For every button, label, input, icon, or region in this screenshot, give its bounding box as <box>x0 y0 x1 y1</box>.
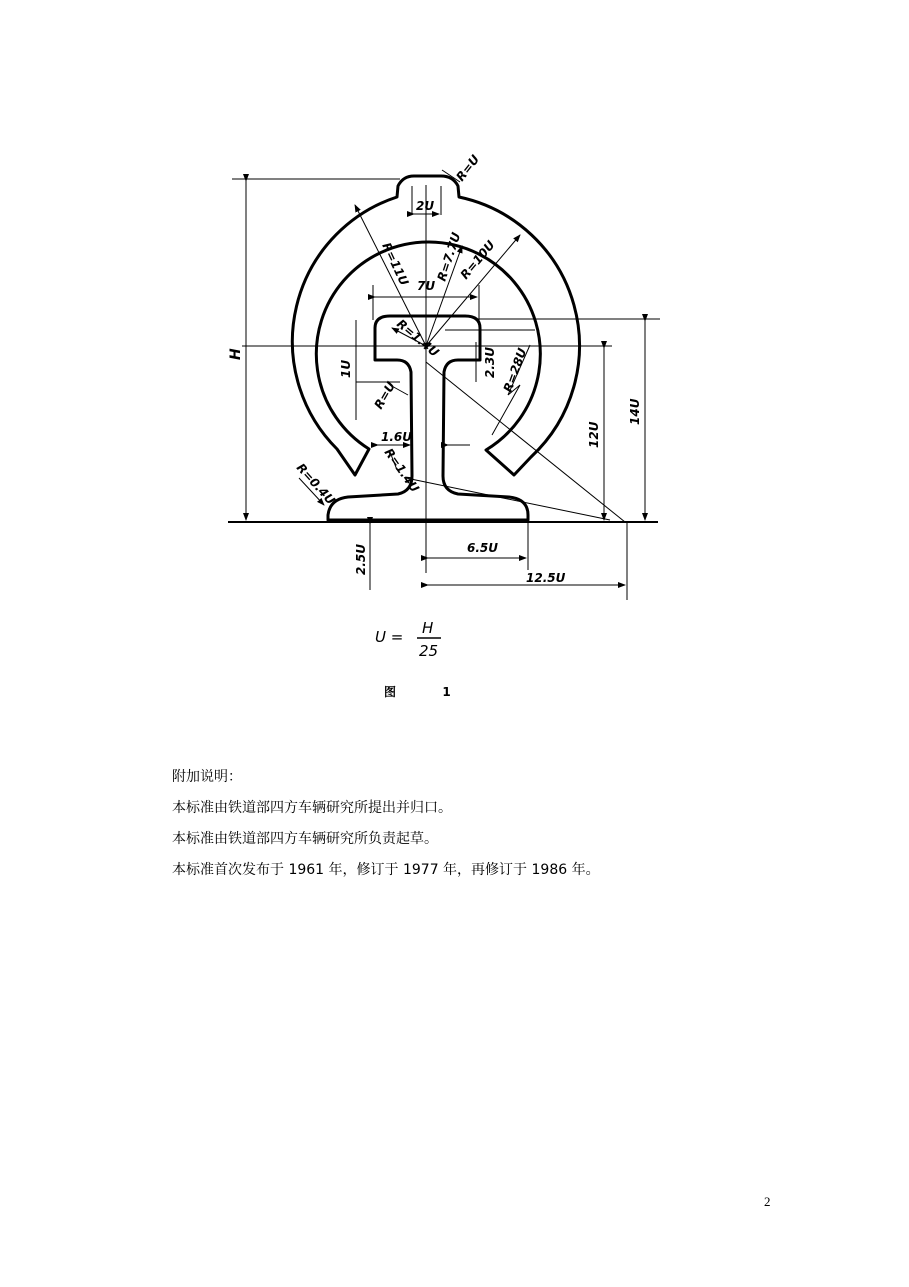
dim-2-5u: 2.5U <box>354 543 368 575</box>
dim-r-u-left: R=U <box>371 379 399 412</box>
dim-r-1-4u-low: R=1.4U <box>381 445 422 495</box>
dim-r-top: R=U <box>453 152 483 184</box>
dim-2u: 2U <box>416 199 435 213</box>
dim-r-10u: R=10U <box>457 237 498 282</box>
dimension-lines <box>246 181 645 585</box>
notes-line: 本标准首次发布于 1961 年，修订于 1977 年，再修订于 1986 年。 <box>172 862 600 878</box>
figure-caption <box>384 683 453 700</box>
figure-caption-number: 1 <box>442 685 453 699</box>
figure-caption-label: 图 <box>384 685 399 699</box>
dim-2-3u: 2.3U <box>483 346 497 378</box>
dim-7u: 7U <box>417 279 436 293</box>
dim-12u: 12U <box>587 421 601 448</box>
formula-numerator: H <box>422 619 434 637</box>
dim-r-7-7u: R=7.7U <box>434 230 464 283</box>
notes-line: 本标准由铁道部四方车辆研究所提出并归口。 <box>172 800 452 816</box>
page-number: 2 <box>764 1194 771 1209</box>
notes-line: 本标准由铁道部四方车辆研究所负责起草。 <box>172 831 438 847</box>
dim-r-0-4u: R=0.4U <box>293 460 338 508</box>
formula-denominator: 25 <box>419 642 439 660</box>
dim-h: H <box>228 348 244 360</box>
gauge-ring-outline <box>292 176 579 475</box>
dim-r-11u: R=11U <box>379 240 412 288</box>
notes-heading: 附加说明： <box>172 769 242 785</box>
dim-12-5u: 12.5U <box>526 571 566 585</box>
dim-14u: 14U <box>628 398 642 425</box>
formula-lhs: U = <box>375 628 404 646</box>
dim-1u: 1U <box>339 359 353 378</box>
dim-6-5u: 6.5U <box>467 541 499 555</box>
dim-r-1-4u: R=1.4U <box>394 316 442 360</box>
dim-1-6u: 1.6U <box>381 430 413 444</box>
additional-notes <box>172 762 600 886</box>
dim-r-28u: R=28U <box>500 346 530 395</box>
